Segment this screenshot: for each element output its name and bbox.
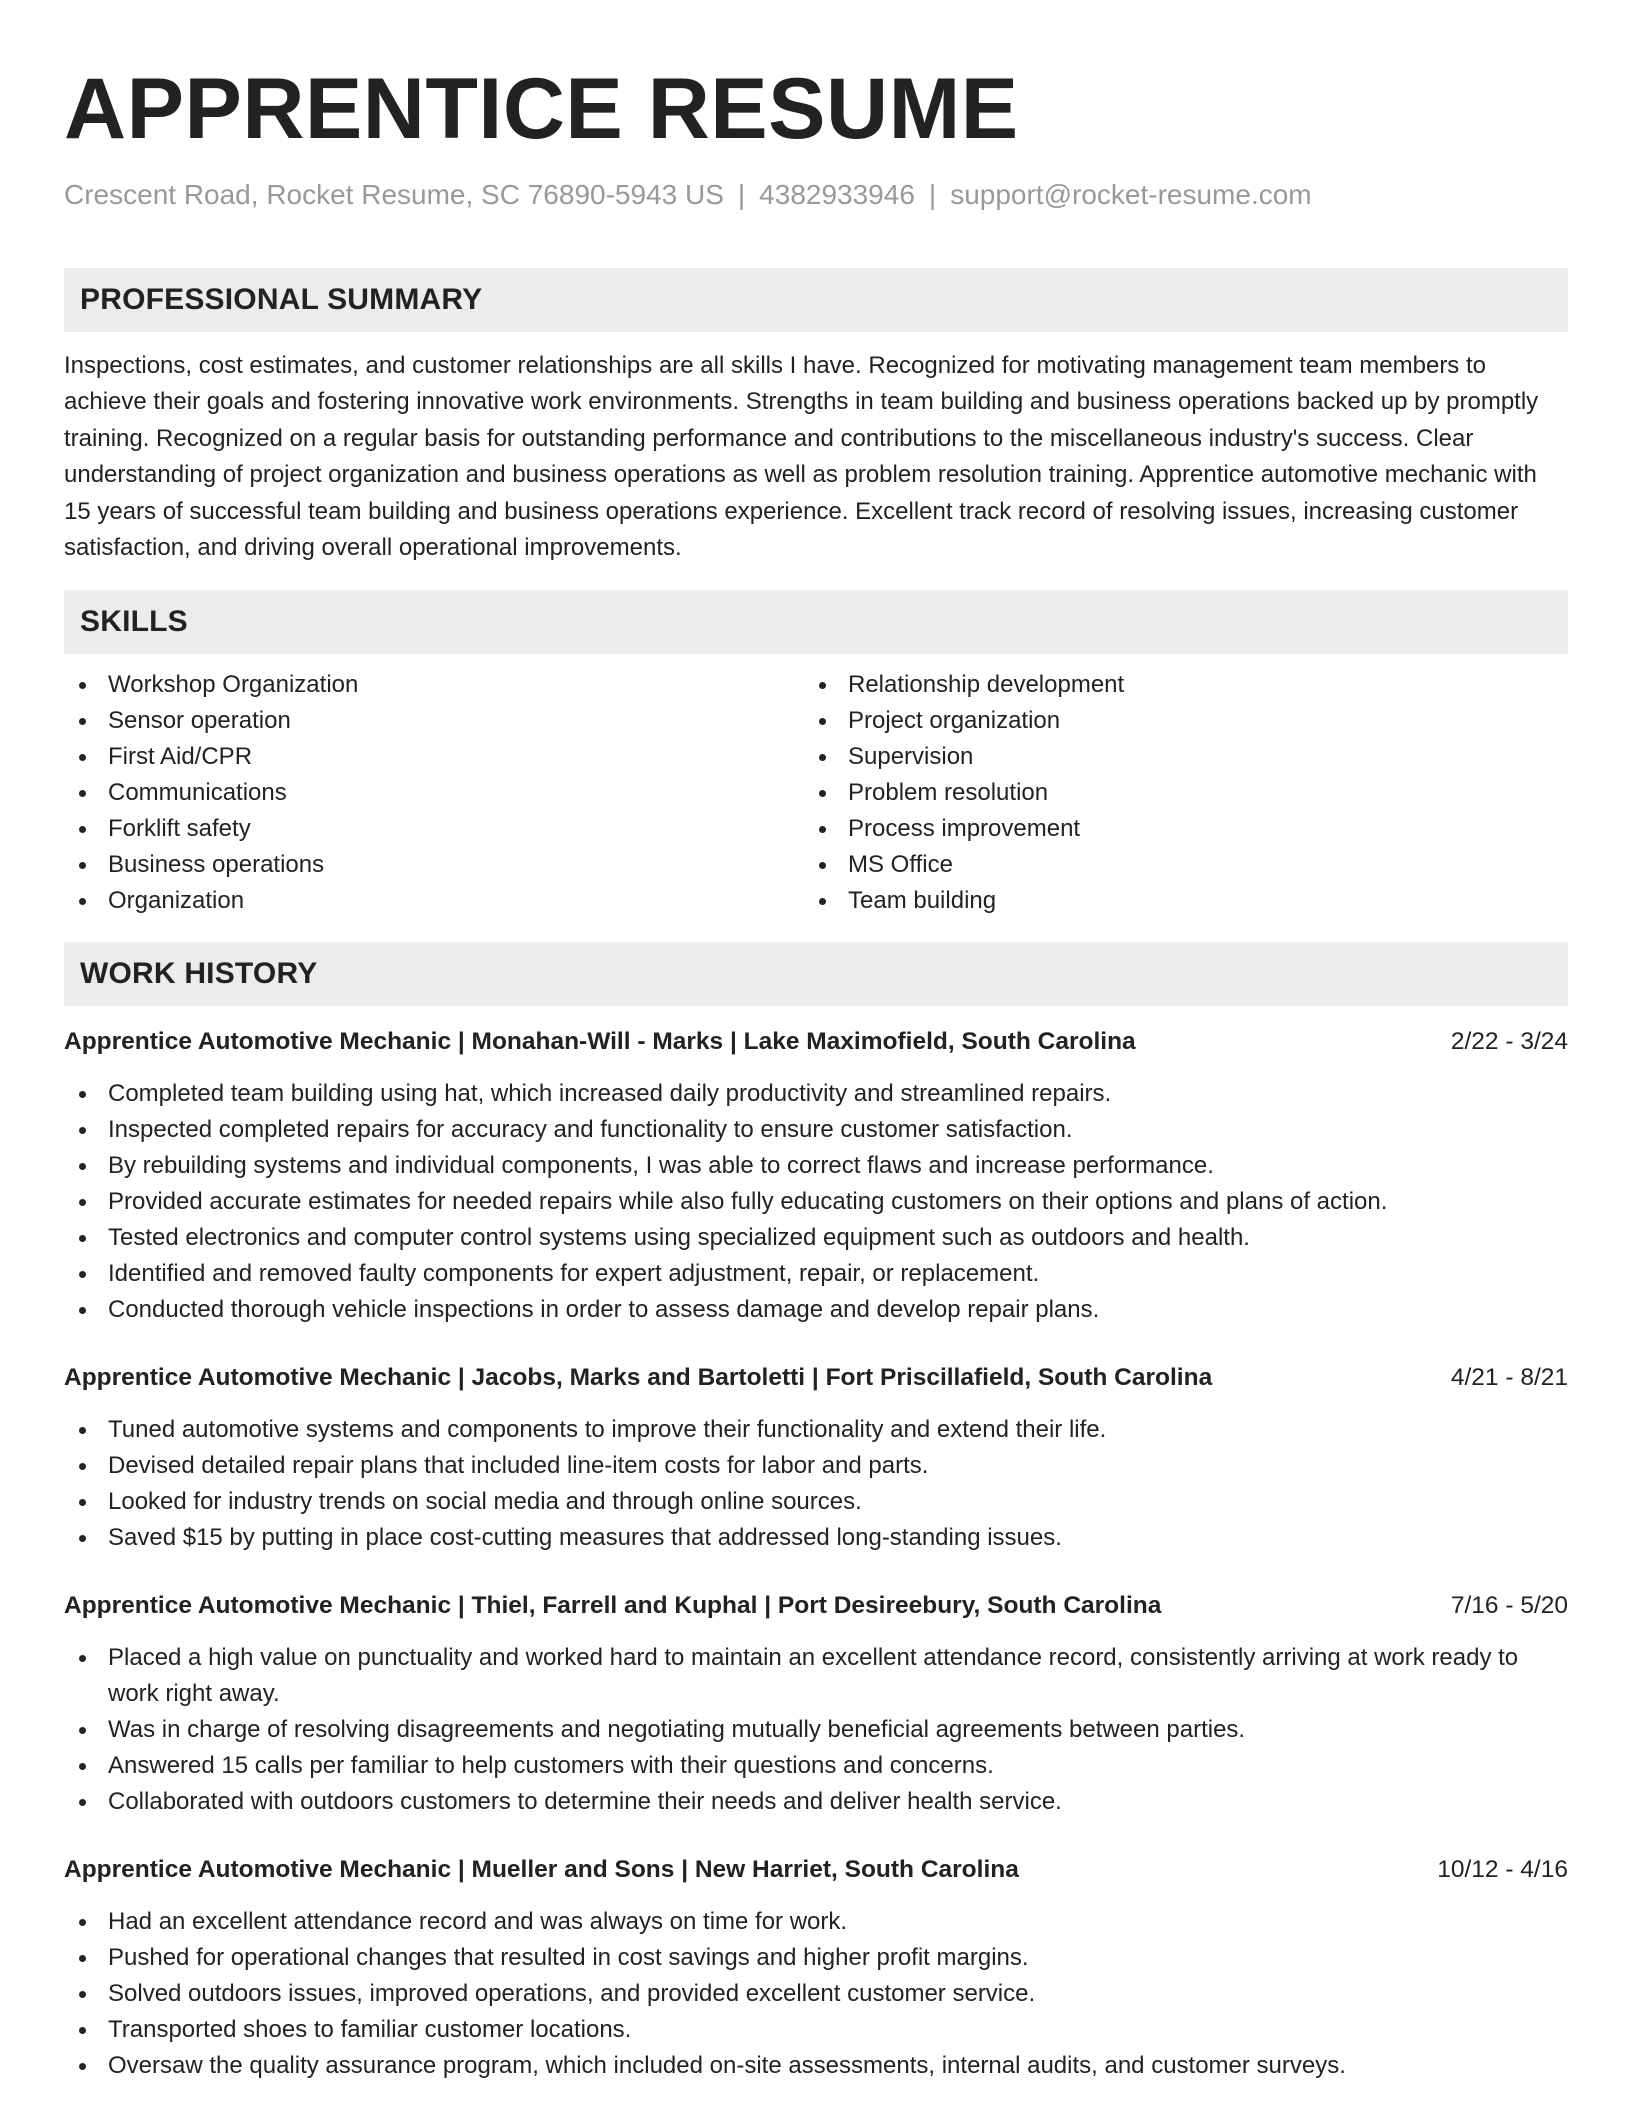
job-entry [64,1852,1568,2084]
skill-item: First Aid/CPR [64,739,804,775]
summary-text: Inspections, cost estimates, and customer relationships are all skills I have. Recognized for motivating management team members to achieve their goals and fostering innovative work environments. Strengths in team building and business operations backed up by promptly training. Recognized on a regular basis for outstanding performance and contributions to the miscellaneous industry's success. Clear understanding of project organization and business operations as well as problem resolution training. Apprentice automotive mechanic with 15 years of successful team building and business operations experience. Excellent track record of resolving issues, increasing customer satisfaction, and driving overall operational improvements. [64,351,1539,562]
skill-item: Relationship development [804,667,1544,703]
skill-item: Problem resolution [804,775,1544,811]
job-bullet: Solved outdoors issues, improved operations, and provided excellent customer service. [64,1976,1568,2012]
skill-item: Forklift safety [64,811,804,847]
section-heading-work-history: WORK HISTORY [64,942,1568,1006]
skill-item: Communications [64,775,804,811]
contact-line [64,178,1568,212]
job-bullets [64,1076,1568,1328]
job-header [64,1360,1568,1396]
job-title: Apprentice Automotive Mechanic | Mueller and Sons | New Harriet, South Carolina [64,1855,1019,1883]
job-bullet: Collaborated with outdoors customers to determine their needs and deliver health service. [64,1784,1568,1820]
skill-item: Process improvement [804,811,1544,847]
job-bullet: Completed team building using hat, which increased daily productivity and streamlined repairs. [64,1076,1568,1112]
job-bullet: Pushed for operational changes that resulted in cost savings and higher profit margins. [64,1940,1568,1976]
job-bullet: Provided accurate estimates for needed repairs while also fully educating customers on their options and plans of action. [64,1184,1568,1220]
skill-item: Sensor operation [64,703,804,739]
job-bullet: Transported shoes to familiar customer locations. [64,2012,1568,2048]
job-entry [64,1024,1568,1328]
skills-column-left [64,667,804,919]
job-bullets [64,1412,1568,1556]
skill-item: Team building [804,883,1544,919]
skills-column-right [804,667,1544,919]
skills-list [64,667,1568,919]
job-dates: 4/21 - 8/21 [1450,1363,1568,1391]
skill-item: Organization [64,883,804,919]
job-bullet: Inspected completed repairs for accuracy and functionality to ensure customer satisfaction. [64,1112,1568,1148]
job-bullet: Saved $15 by putting in place cost-cutting measures that addressed long-standing issues. [64,1520,1568,1556]
job-bullet: Tuned automotive systems and components to improve their functionality and extend their life. [64,1412,1568,1448]
contact-separator: | [737,179,746,210]
job-entry [64,1588,1568,1820]
job-bullet: Conducted thorough vehicle inspections in order to assess damage and develop repair plans. [64,1292,1568,1328]
contact-phone: 4382933946 [759,179,915,210]
skill-item: Project organization [804,703,1544,739]
job-title: Apprentice Automotive Mechanic | Monahan-Will - Marks | Lake Maximofield, South Carolina [64,1027,1136,1055]
job-bullet: Tested electronics and computer control systems using specialized equipment such as outdoors and health. [64,1220,1568,1256]
job-bullet: Had an excellent attendance record and was always on time for work. [64,1904,1568,1940]
contact-address: Crescent Road, Rocket Resume, SC 76890-5943 US [64,179,724,210]
resume-title: APPRENTICE RESUME [64,61,1019,157]
skill-item: Supervision [804,739,1544,775]
job-dates: 2/22 - 3/24 [1450,1027,1568,1055]
contact-email: support@rocket-resume.com [950,179,1312,210]
job-title: Apprentice Automotive Mechanic | Jacobs, Marks and Bartoletti | Fort Priscillafield, South Carolina [64,1363,1213,1391]
job-bullet: Devised detailed repair plans that included line-item costs for labor and parts. [64,1448,1568,1484]
job-header [64,1588,1568,1624]
job-bullet: Was in charge of resolving disagreements and negotiating mutually beneficial agreements between parties. [64,1712,1568,1748]
job-bullet: Answered 15 calls per familiar to help customers with their questions and concerns. [64,1748,1568,1784]
job-bullet: Looked for industry trends on social media and through online sources. [64,1484,1568,1520]
job-header [64,1852,1568,1888]
job-bullet: Identified and removed faulty components for expert adjustment, repair, or replacement. [64,1256,1568,1292]
job-dates: 7/16 - 5/20 [1450,1591,1568,1619]
job-title: Apprentice Automotive Mechanic | Thiel, Farrell and Kuphal | Port Desireebury, South Carolina [64,1591,1162,1619]
job-entry [64,1360,1568,1556]
skill-item: MS Office [804,847,1544,883]
skill-item: Workshop Organization [64,667,804,703]
job-bullet: By rebuilding systems and individual components, I was able to correct flaws and increase performance. [64,1148,1568,1184]
section-heading-skills: SKILLS [64,590,1568,654]
skill-item: Business operations [64,847,804,883]
job-dates: 10/12 - 4/16 [1437,1855,1568,1883]
job-bullets [64,1640,1568,1820]
job-bullet: Placed a high value on punctuality and worked hard to maintain an excellent attendance record, consistently arriving at work ready to work right away. [64,1640,1568,1712]
job-bullets [64,1904,1568,2084]
job-header [64,1024,1568,1060]
job-bullet: Oversaw the quality assurance program, which included on-site assessments, internal audits, and customer surveys. [64,2048,1568,2084]
section-heading-summary: PROFESSIONAL SUMMARY [64,268,1568,332]
contact-separator: | [928,179,937,210]
